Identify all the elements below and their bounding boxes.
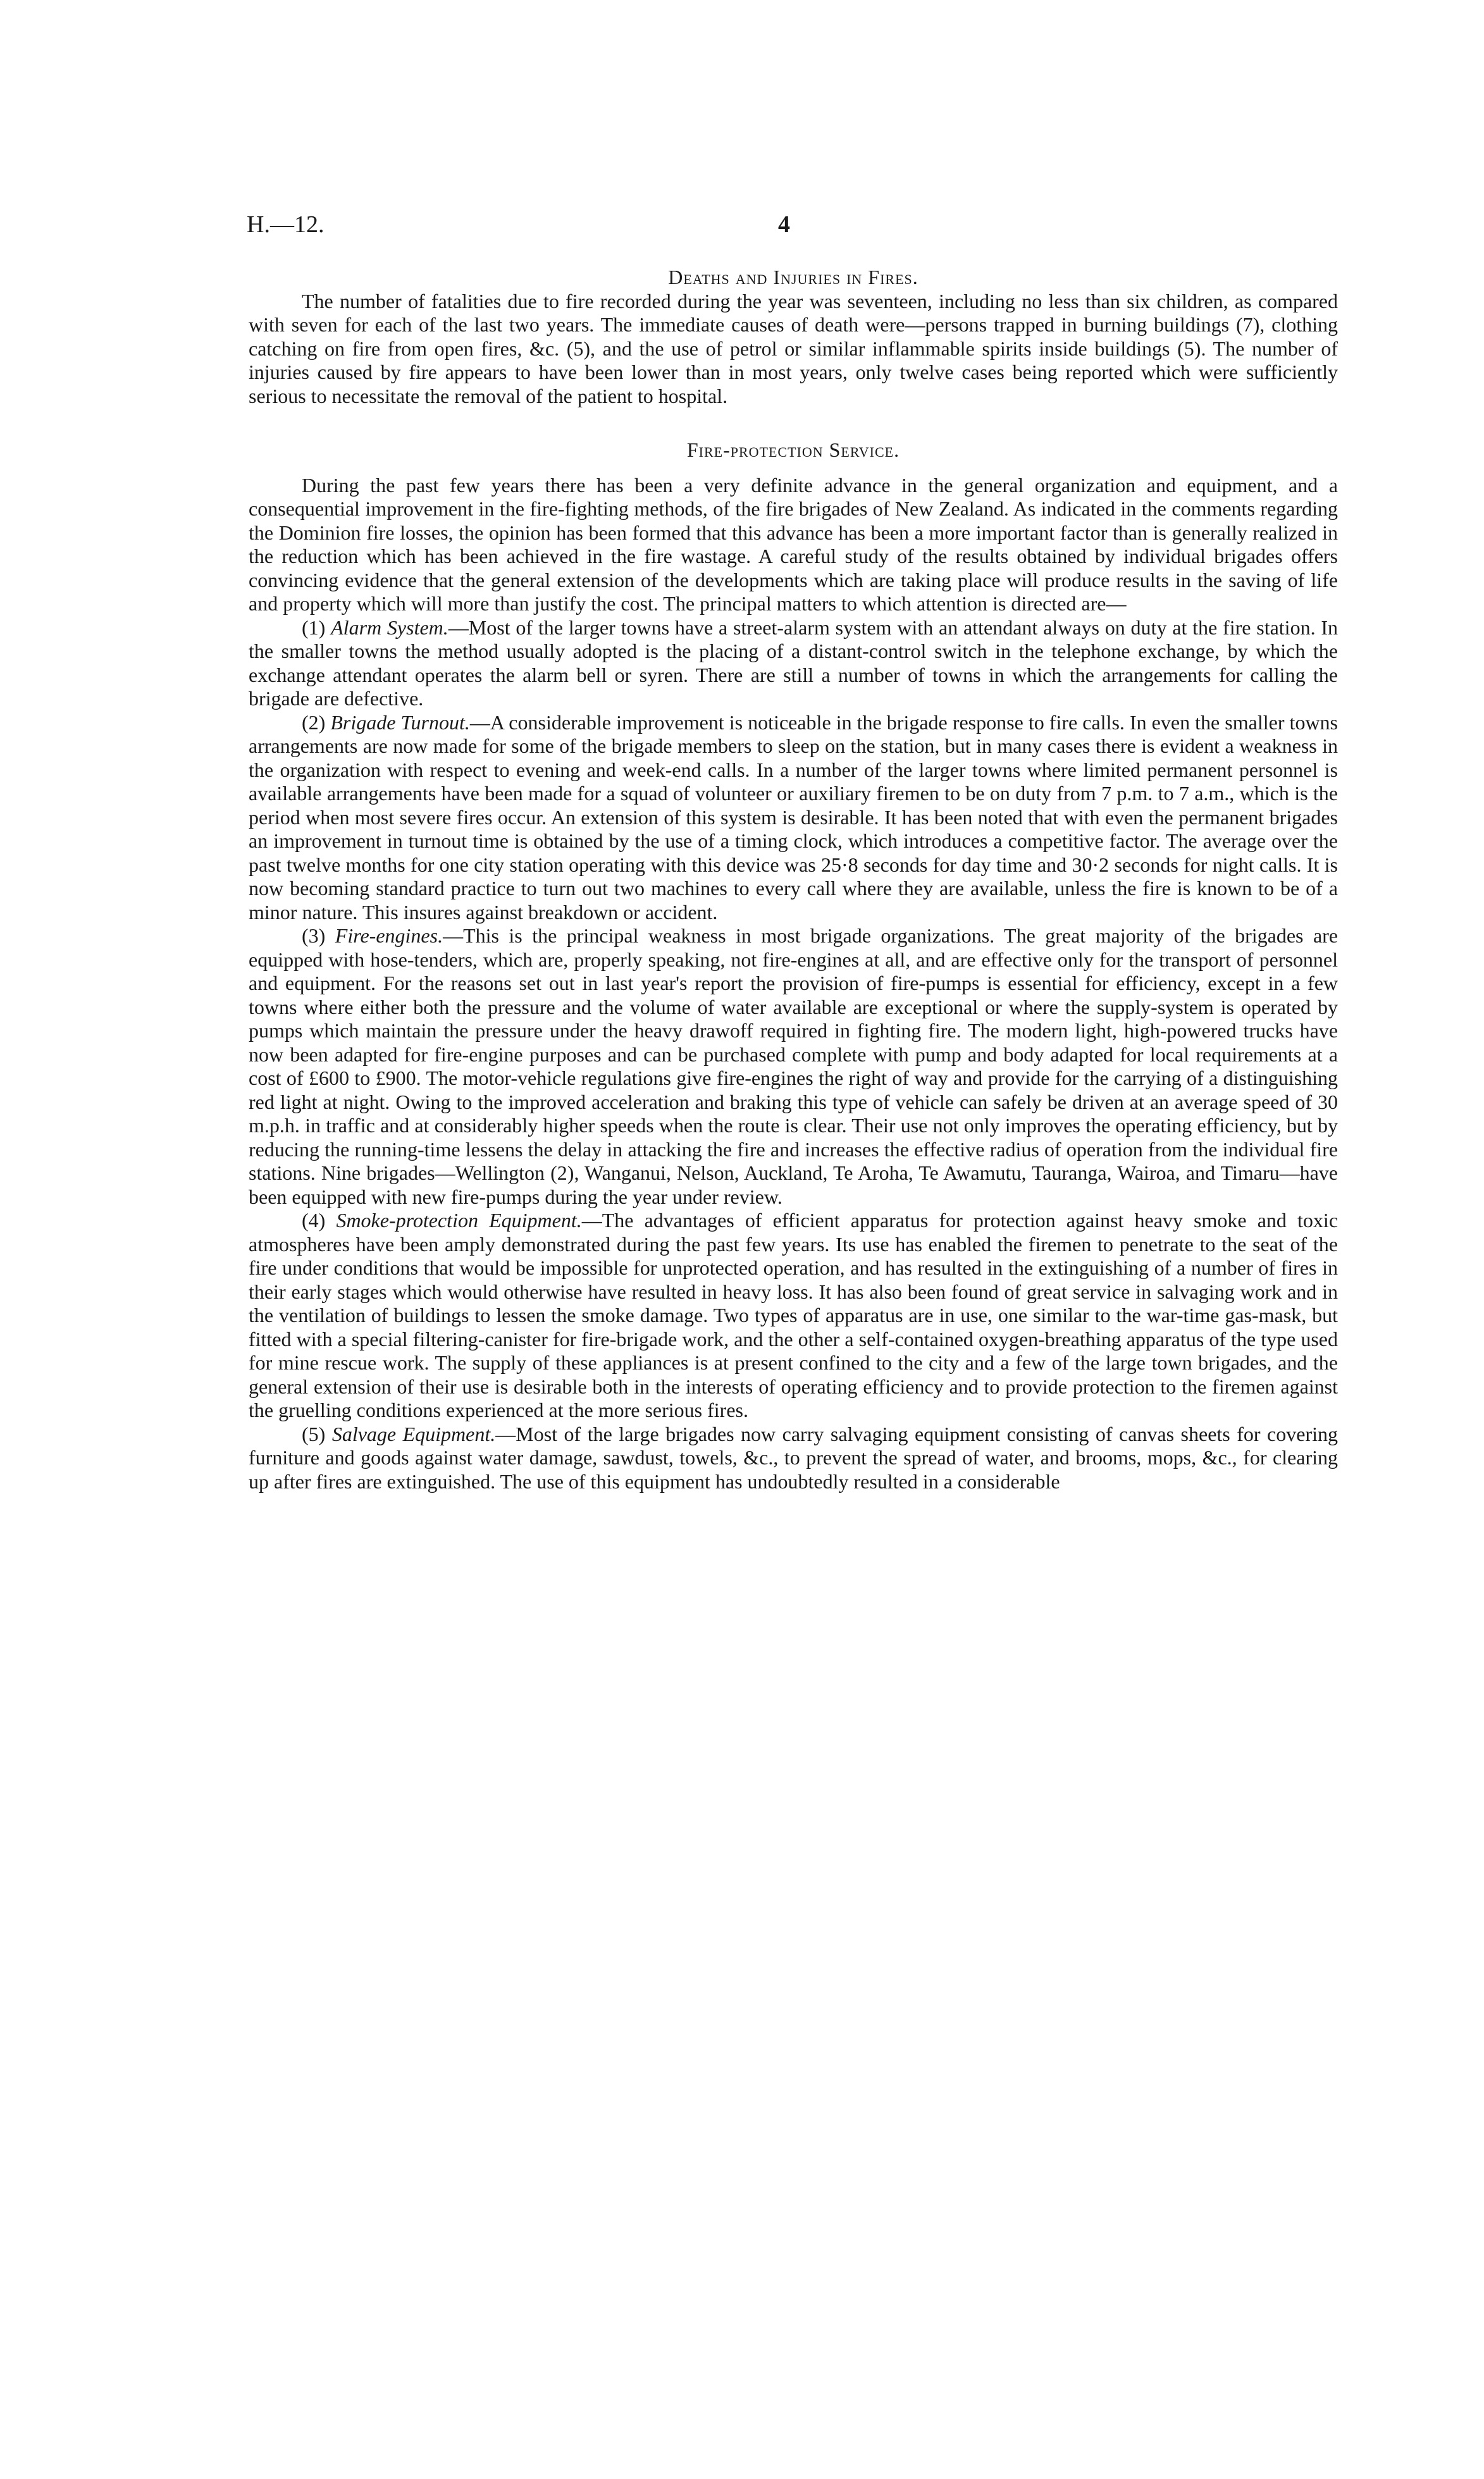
- paragraph-salvage-equipment: [249, 1423, 1338, 1494]
- section-heading-deaths: Deaths and Injuries in Fires.: [668, 266, 918, 288]
- page-number: 4: [778, 211, 790, 238]
- paragraph-fire-engines: [249, 924, 1338, 1209]
- document-reference: H.—12.: [247, 211, 325, 238]
- item-number: (1): [302, 615, 326, 639]
- page-header: [247, 206, 1351, 244]
- item-text: —A considerable improvement is noticeable in the brigade response to fire calls. In even the smaller towns arrangements are now made for some of the brigade members to sleep on the station, but in many cases there is evident a weakness in the organization with respect to evening and week-end calls. In a number of the larger towns where limited permanent personnel is available arrangements have been made for a squad of volunteer or auxiliary firemen to be on duty from 7 p.m. to 7 a.m., which is the period when most severe fires occur. An extension of this system is desirable. It has been noted that with even the permanent brigades an improvement in turnout time is obtained by the use of a timing clock, which introduces a competitive factor. The average over the past twelve months for one city station operating with this device was 25·8 seconds for day time and 30·2 seconds for night calls. It is now becoming standard practice to turn out two machines to every call where they are available, unless the fire is known to be of a minor nature. This insures against breakdown or accident.: [249, 710, 1339, 924]
- item-text: —This is the principal weakness in most brigade organizations. The great majority of the brigades are equipped with hose-tenders, which are, properly speaking, not fire-engines at all, and are effective only for the transport of personnel and equipment. For the reasons set out in last year's report the provision of fire-pumps is essential for efficiency, except in a few towns where either both the pressure and the volume of water available are exceptional or where the supply-system is operated by pumps which maintain the pressure under the heavy drawoff required in fighting fire. The modern light, high-powered trucks have now been adapted for fire-engine purposes and can be purchased complete with pump and body adapted for local requirements at a cost of £600 to £900. The motor-vehicle regulations give fire-engines the right of way and provide for the carrying of a distinguishing red light at night. Owing to the improved acceleration and braking this type of vehicle can safely be driven at an average speed of 30 m.p.h. in traffic and at considerably higher speeds when the route is clear. Their use not only improves the operating efficiency, but by reducing the running-time lessens the delay in attacking the fire and increases the effective radius of operation from the individual fire stations. Nine brigades—Wellington (2), Wanganui, Nelson, Auckland, Te Aroha, Te Awamutu, Tauranga, Wairoa, and Timaru—have been equipped with new fire-pumps during the year under review.: [249, 924, 1339, 1208]
- item-number: (4): [302, 1209, 326, 1232]
- item-text: —Most of the large brigades now carry salvaging equipment consisting of canvas sheets for covering furniture and goods against water damage, sawdust, towels, &c., to prevent the spread of water, and brooms, mops, &c., for clearing up after fires are extinguished. The use of this equipment has undoubtedly resulted in a considerable: [249, 1422, 1339, 1493]
- paragraph-smoke-protection: [249, 1209, 1338, 1423]
- paragraph-alarm-system: [249, 616, 1338, 711]
- page-body: [249, 266, 1338, 1493]
- paragraph-deaths: The number of fatalities due to fire recorded during the year was seventeen, including no less than six children, as compared with seven for each of the last two years. The immediate causes of death were—persons trapped in burning buildings (7), clothing catching on fire from open fires, &c. (5), and the use of petrol or similar inflammable spirits inside buildings (5). The number of injuries caused by fire appears to have been lower than in most years, only twelve cases being reported which were sufficiently serious to necessitate the removal of the patient to hospital.: [249, 289, 1338, 407]
- item-number: (2): [302, 710, 326, 734]
- item-text: —Most of the larger towns have a street-alarm system with an attendant always on duty at the fire station. In the smaller towns the method usually adopted is the placing of a distant-control switch in the telephone exchange, by which the exchange attendant operates the alarm bell or syren. There are still a number of towns in which the arrangements for calling the brigade are defective.: [249, 615, 1339, 710]
- item-label-alarm-system: Alarm System.: [331, 615, 448, 639]
- section-heading-fire-protection: Fire-protection Service.: [686, 438, 900, 461]
- paragraph-fire-protection-intro: During the past few years there has been a very definite advance in the general organization and equipment, and a consequential improvement in the fire-fighting methods, of the fire brigades of New Zealand. As indicated in the comments regarding the Dominion fire losses, the opinion has been formed that this advance has been a more important factor than is generally realized in the reduction which has been achieved in the fire wastage. A careful study of the results obtained by individual brigades offers convincing evidence that the general extension of the developments which are taking place will produce results in the saving of life and property which will more than justify the cost. The principal matters to which attention is directed are—: [249, 473, 1338, 615]
- item-text: —The advantages of efficient apparatus for protection against heavy smoke and toxic atmospheres have been amply demonstrated during the past few years. Its use has enabled the firemen to penetrate to the seat of the fire under conditions that would be impossible for unprotected operation, and has resulted in the extinguishing of a number of fires in their early stages which would otherwise have resulted in heavy loss. It has also been found of great service in salvaging work and in the ventilation of buildings to lessen the smoke damage. Two types of apparatus are in use, one similar to the war-time gas-mask, but fitted with a special filtering-canister for fire-brigade work, and the other a self-contained oxygen-breathing apparatus of the type used for mine rescue work. The supply of these appliances is at present confined to the city and a few of the large town brigades, and the general extension of their use is desirable both in the interests of operating efficiency and to provide protection to the firemen against the gruelling conditions experienced at the more serious fires.: [249, 1209, 1339, 1421]
- item-number: (5): [302, 1422, 326, 1445]
- item-label-salvage-equipment: Salvage Equipment.: [331, 1422, 496, 1445]
- item-label-fire-engines: Fire-engines.: [335, 924, 443, 947]
- item-number: (3): [302, 924, 326, 947]
- item-label-brigade-turnout: Brigade Turnout.: [330, 710, 470, 734]
- paragraph-brigade-turnout: [249, 711, 1338, 925]
- item-label-smoke-protection: Smoke-protection Equipment.: [336, 1209, 582, 1232]
